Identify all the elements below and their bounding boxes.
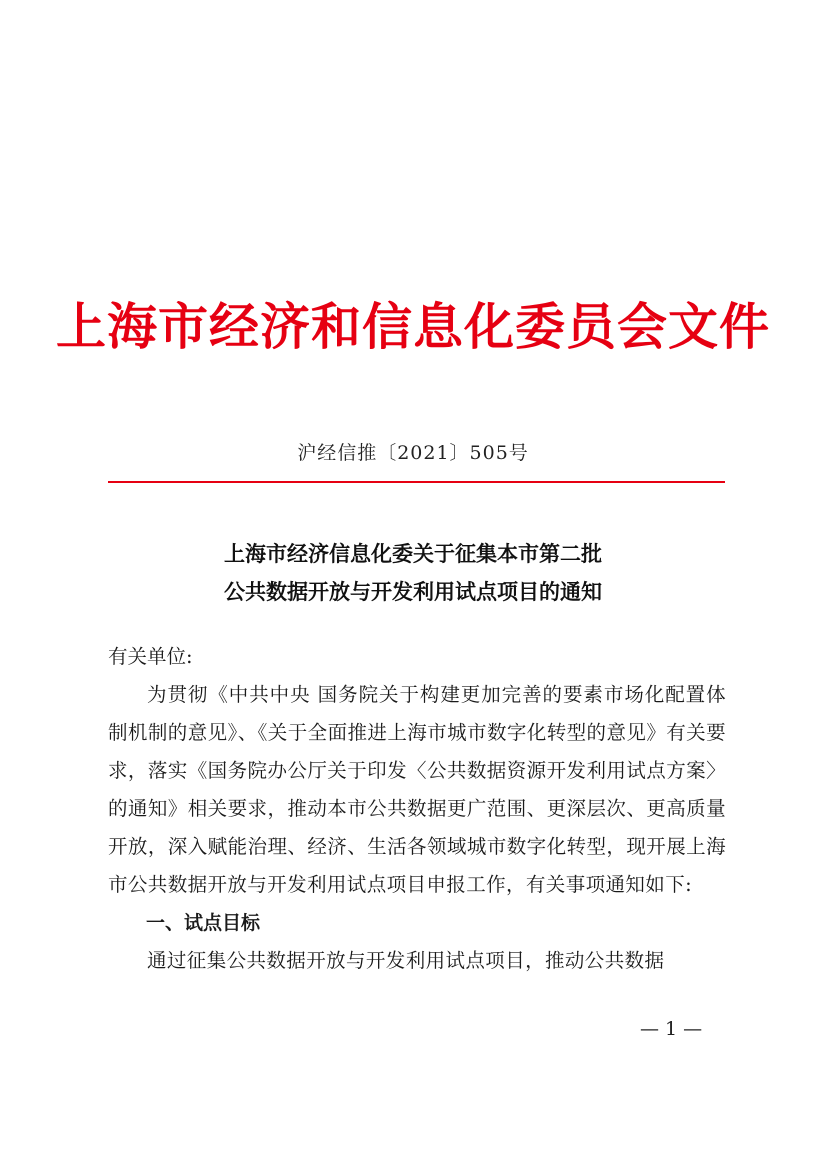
document-body — [108, 638, 726, 980]
addressee: 有关单位: — [108, 645, 193, 668]
document-number: 沪经信推〔2021〕505号 — [297, 442, 529, 464]
issuing-authority-header: 上海市经济和信息化委员会文件 — [56, 297, 770, 356]
notice-title — [0, 535, 826, 611]
notice-title-line-1: 上海市经济信息化委关于征集本市第二批 — [224, 541, 602, 566]
red-separator-line — [108, 481, 725, 483]
notice-title-line-2: 公共数据开放与开发利用试点项目的通知 — [224, 579, 602, 604]
body-paragraph-1: 为贯彻《中共中央 国务院关于构建更加完善的要素市场化配置体制机制的意见》、《关于全面推进上海市城市数字化转型的意见》有关要求，落实《国务院办公厅关于印发〈公共数据资源开发利用试点方案〉的通知》相关要求，推动本市公共数据更广范围、更深层次、更高质量开放，深入赋能治理、经济、生活各领域城市数字化转型，现开展上海市公共数据开放与开发利用试点项目申报工作，有关事项通知如下: — [108, 683, 726, 896]
section-heading-1: 一、试点目标 — [146, 912, 261, 934]
page-number: — 1 — — [640, 1018, 703, 1040]
body-paragraph-2: 通过征集公共数据开放与开发利用试点项目，推动公共数据 — [147, 949, 665, 972]
